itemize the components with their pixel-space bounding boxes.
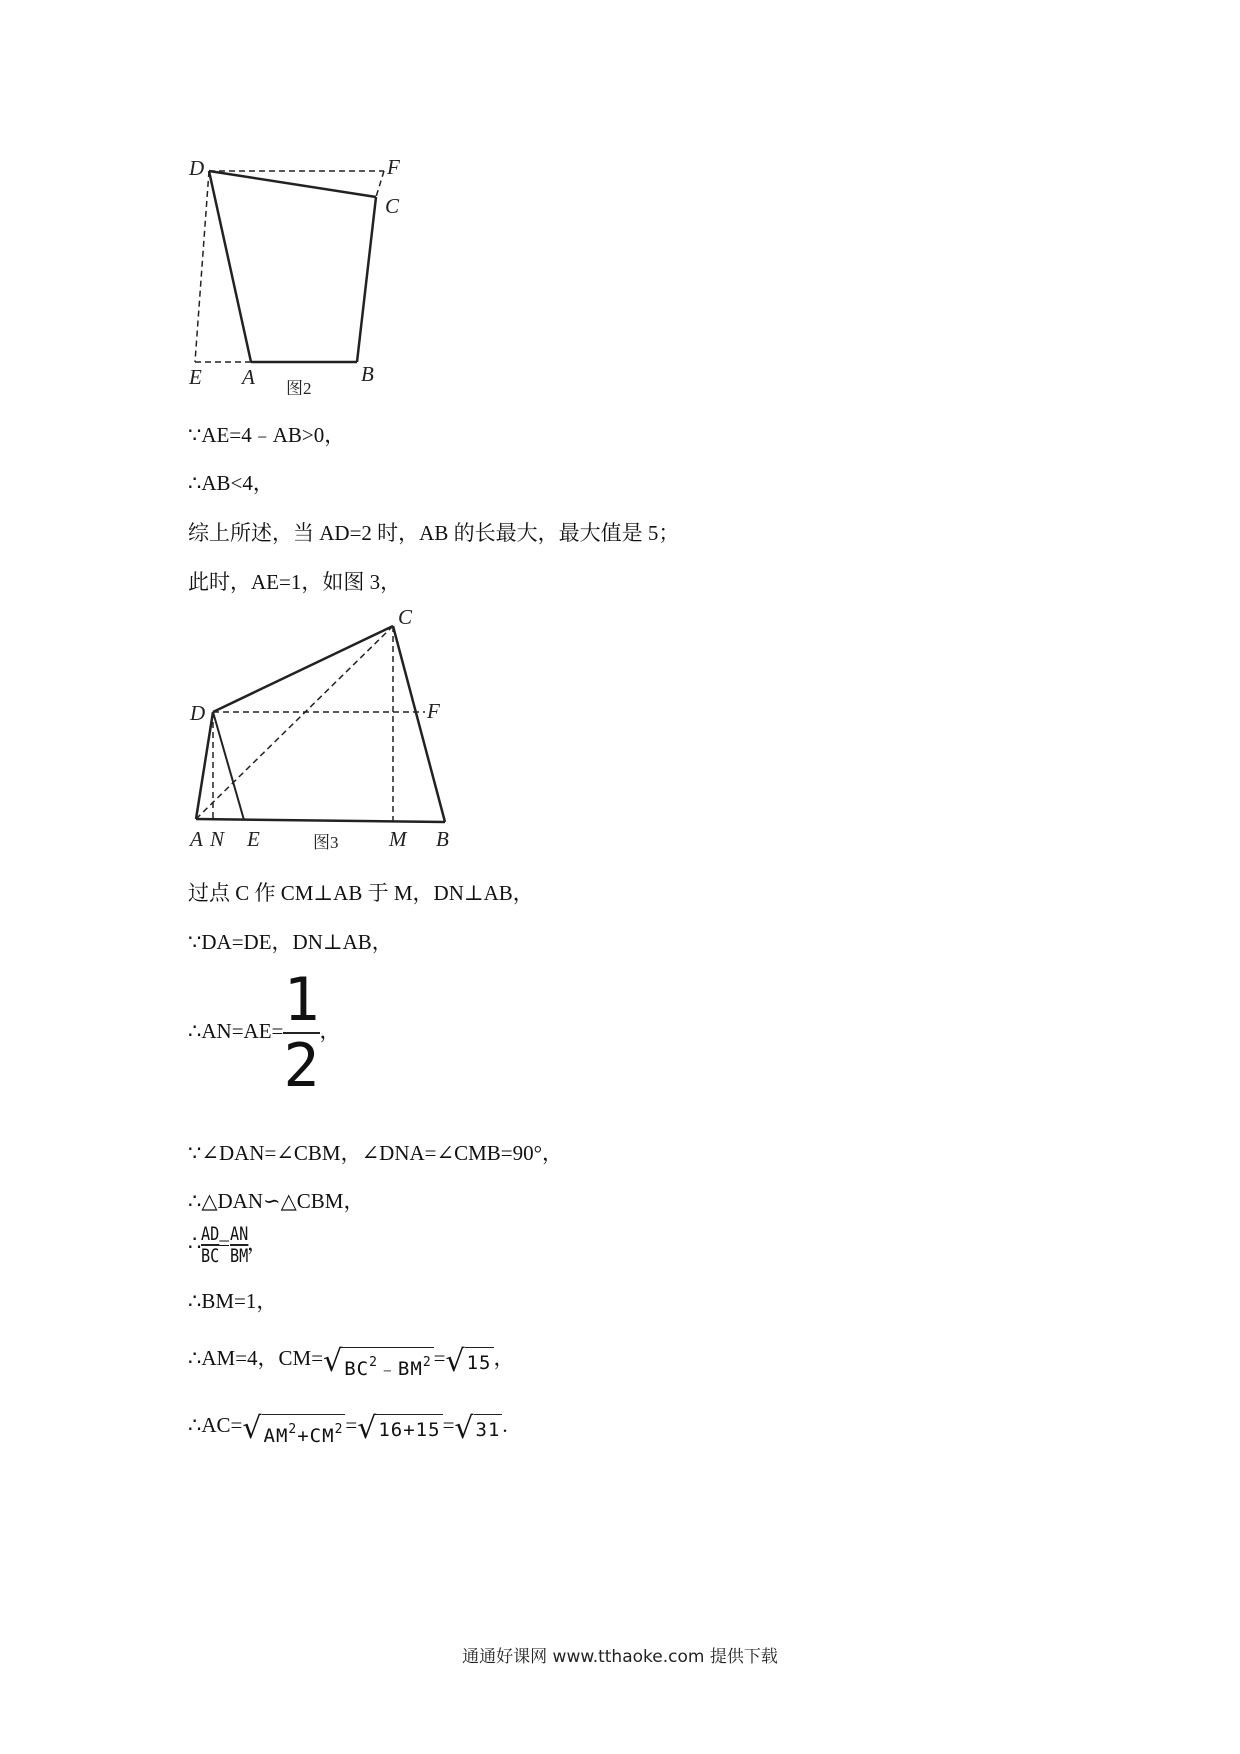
line-figure3-ref: 此时，AE=1，如图 3，: [188, 570, 402, 594]
line-an-ae: [188, 965, 341, 1108]
fig3-label-F: F: [427, 699, 440, 723]
fig3-edge-DE: [213, 712, 244, 820]
fig3-edge-CB: [393, 626, 445, 822]
fig3-label-C: C: [398, 605, 413, 629]
fig2-label-C: C: [385, 194, 400, 218]
fig3-label-D: D: [190, 701, 206, 725]
figure-2: [185, 150, 425, 395]
fig3-label-B: B: [436, 827, 449, 850]
line-similar-triangles: ∴△DAN∽△CBM，: [188, 1189, 365, 1213]
sqrt-am2-cm2: √ $AM^2+CM^2$: [242, 1411, 344, 1447]
sqrt-bc2-bm2: √ $BC^2﹣BM^2$: [323, 1344, 432, 1380]
line-ab-less-than: ∴AB<4，: [188, 471, 274, 495]
fig3-label-E: E: [247, 827, 260, 850]
fig2-dash-FC: [376, 171, 384, 197]
line-summary: 综上所述，当 AD=2 时，AB 的长最大，最大值是 5；: [188, 521, 680, 545]
fig2-caption: 图2: [286, 379, 312, 395]
fig2-label-E: E: [189, 365, 202, 389]
fraction-one-half: [283, 965, 320, 1101]
fraction-ad-bc: $\frac{AD}{BC}$: [201, 1223, 220, 1267]
fig3-edge-AD: [196, 712, 213, 819]
line-ae-positive: ∵AE=4﹣AB>0，: [188, 423, 346, 447]
fig3-label-N: N: [210, 827, 225, 850]
fig2-label-F: F: [387, 155, 400, 179]
line-am-cm: ∴AM=4，CM= √ $BC^2﹣BM^2$ = √ 15 ，: [188, 1344, 515, 1380]
fig2-edge-DC: [209, 171, 376, 197]
line-da-de: ∵DA=DE，DN⊥AB，: [188, 930, 393, 954]
fig2-edge-CB: [357, 197, 376, 362]
an-ae-prefix: ∴AN=AE=: [188, 1018, 284, 1043]
fig2-label-B: B: [361, 362, 374, 386]
sqrt-31: √ 31: [454, 1411, 501, 1446]
proportion-prefix: ∴: [188, 1230, 202, 1255]
line-proportion: [188, 1224, 268, 1266]
line-ac-value: ∴AC= √ $AM^2+CM^2$ = √ 16+15 = √ 31 .: [188, 1411, 508, 1447]
fig3-edge-BA: [196, 819, 445, 822]
fig3-label-A: A: [190, 827, 203, 850]
an-ae-suffix: ，: [319, 1018, 341, 1043]
figure-3: [185, 605, 460, 850]
fig3-dash-AC: [196, 626, 393, 819]
fig2-label-D: D: [189, 156, 205, 180]
fig3-caption: 图3: [313, 833, 339, 850]
fig3-label-M: M: [389, 827, 407, 850]
page-footer: 通通好课网 www.tthaoke.com 提供下载: [462, 1647, 778, 1667]
proportion-suffix: ，: [247, 1230, 268, 1255]
line-bm-value: ∴BM=1，: [188, 1289, 278, 1313]
fraction-numerator: 1: [283, 965, 320, 1035]
sqrt-15: √ 15: [445, 1344, 492, 1379]
sqrt-16-15: √ 16+15: [357, 1411, 441, 1446]
line-equal-angles: ∵∠DAN=∠CBM，∠DNA=∠CMB=90°，: [188, 1141, 564, 1165]
fig2-edge-AD: [209, 171, 251, 362]
proportion-equals: =: [218, 1230, 231, 1255]
fraction-denominator: 2: [283, 1031, 320, 1101]
line-construct-perpendiculars: 过点 C 作 CM⊥AB 于 M，DN⊥AB，: [188, 881, 534, 905]
fig2-dash-DE: [195, 171, 209, 362]
fig3-edge-DC: [213, 626, 393, 712]
fraction-an-bm: $\frac{AN}{BM}$: [230, 1223, 249, 1267]
fig2-label-A: A: [242, 365, 255, 389]
